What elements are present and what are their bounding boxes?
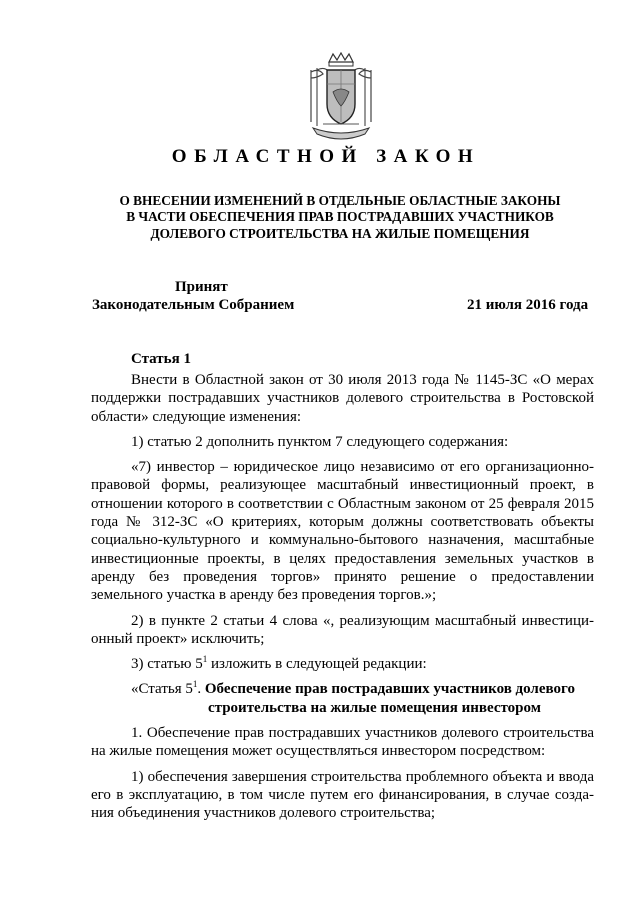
amended-article-number: «Статья 5 (131, 681, 193, 698)
amended-article-superscript: 1 (192, 679, 198, 690)
amended-article-heading (91, 680, 594, 717)
paragraph-amend-1: 1. Обеспечение прав пострадавших участников долевого строительства на жилые помещения может осуществляться инвестором посредством: (91, 725, 594, 760)
law-title-line-3: ДОЛЕВОГО СТРОИТЕЛЬСТВА НА ЖИЛЫЕ ПОМЕЩЕНИЯ (150, 225, 530, 241)
paragraph-item-2: 2) в пункте 2 статьи 4 слова «, реализующим масштабный инвестици-онный проект» исключить; (91, 612, 594, 647)
paragraph-item-1: 1) статью 2 дополнить пунктом 7 следующего содержания: (131, 433, 509, 450)
item-3-text-start: 3) статью 5 (131, 656, 203, 673)
item-3-superscript: 1 (202, 654, 208, 665)
article-heading: Статья 1 (131, 351, 191, 367)
paragraph-item-7-text: «7) инвестор – юридическое лицо независимо от его организационно-правовой формы, реализующее масштабный инвестиционный проект, в отношении которого в соответствии с Областным законом от 25 февраля 2015 года № 312-ЗС «О критериях, которым должны соответствовать объекты социально-культурного и коммунально-бытового назначения, масштабные инвестиционные проекты, в целях предоставления земельных участков в аренду без проведения торгов» принято решение о предоставлении земельного участка в аренду без проведения торгов.»; (91, 459, 594, 604)
law-title-line-2: В ЧАСТИ ОБЕСПЕЧЕНИЯ ПРАВ ПОСТРАДАВШИХ УЧАСТНИКОВ (126, 209, 554, 225)
paragraph-amend-1-1: 1) обеспечения завершения строительства проблемного объекта и ввода его в эксплуатацию, в том числе путем его финансирования, в случае созда-ния объединения участников долевого строительства; (91, 768, 594, 822)
article-body (91, 371, 594, 830)
adopted-by-body: Законодательным Собранием (92, 297, 295, 313)
amended-article-dot: . (197, 681, 205, 698)
adopted-label: Принят (175, 279, 228, 295)
coat-of-arms-emblem (303, 52, 379, 142)
amended-article-title-2: строительства на жилые помещения инвестором (208, 699, 541, 716)
adoption-date: 21 июля 2016 года (467, 297, 589, 313)
law-title (90, 193, 590, 242)
amended-article-title-1: Обеспечение прав пострадавших участников долевого (204, 681, 575, 698)
document-type-heading: ОБЛАСТНОЙ ЗАКОН (171, 146, 481, 167)
paragraph-intro: Внести в Областной закон от 30 июля 2013 года № 1145-ЗС «О мерах поддержки пострадавших участников долевого строительства в Ростовской области» следующие изменения: (91, 372, 594, 425)
item-3-text-end: изложить в следующей редакции: (207, 656, 427, 673)
law-title-line-1: О ВНЕСЕНИИ ИЗМЕНЕНИЙ В ОТДЕЛЬНЫЕ ОБЛАСТНЫЕ ЗАКОНЫ (119, 193, 561, 208)
paragraph-item-3 (91, 655, 594, 673)
